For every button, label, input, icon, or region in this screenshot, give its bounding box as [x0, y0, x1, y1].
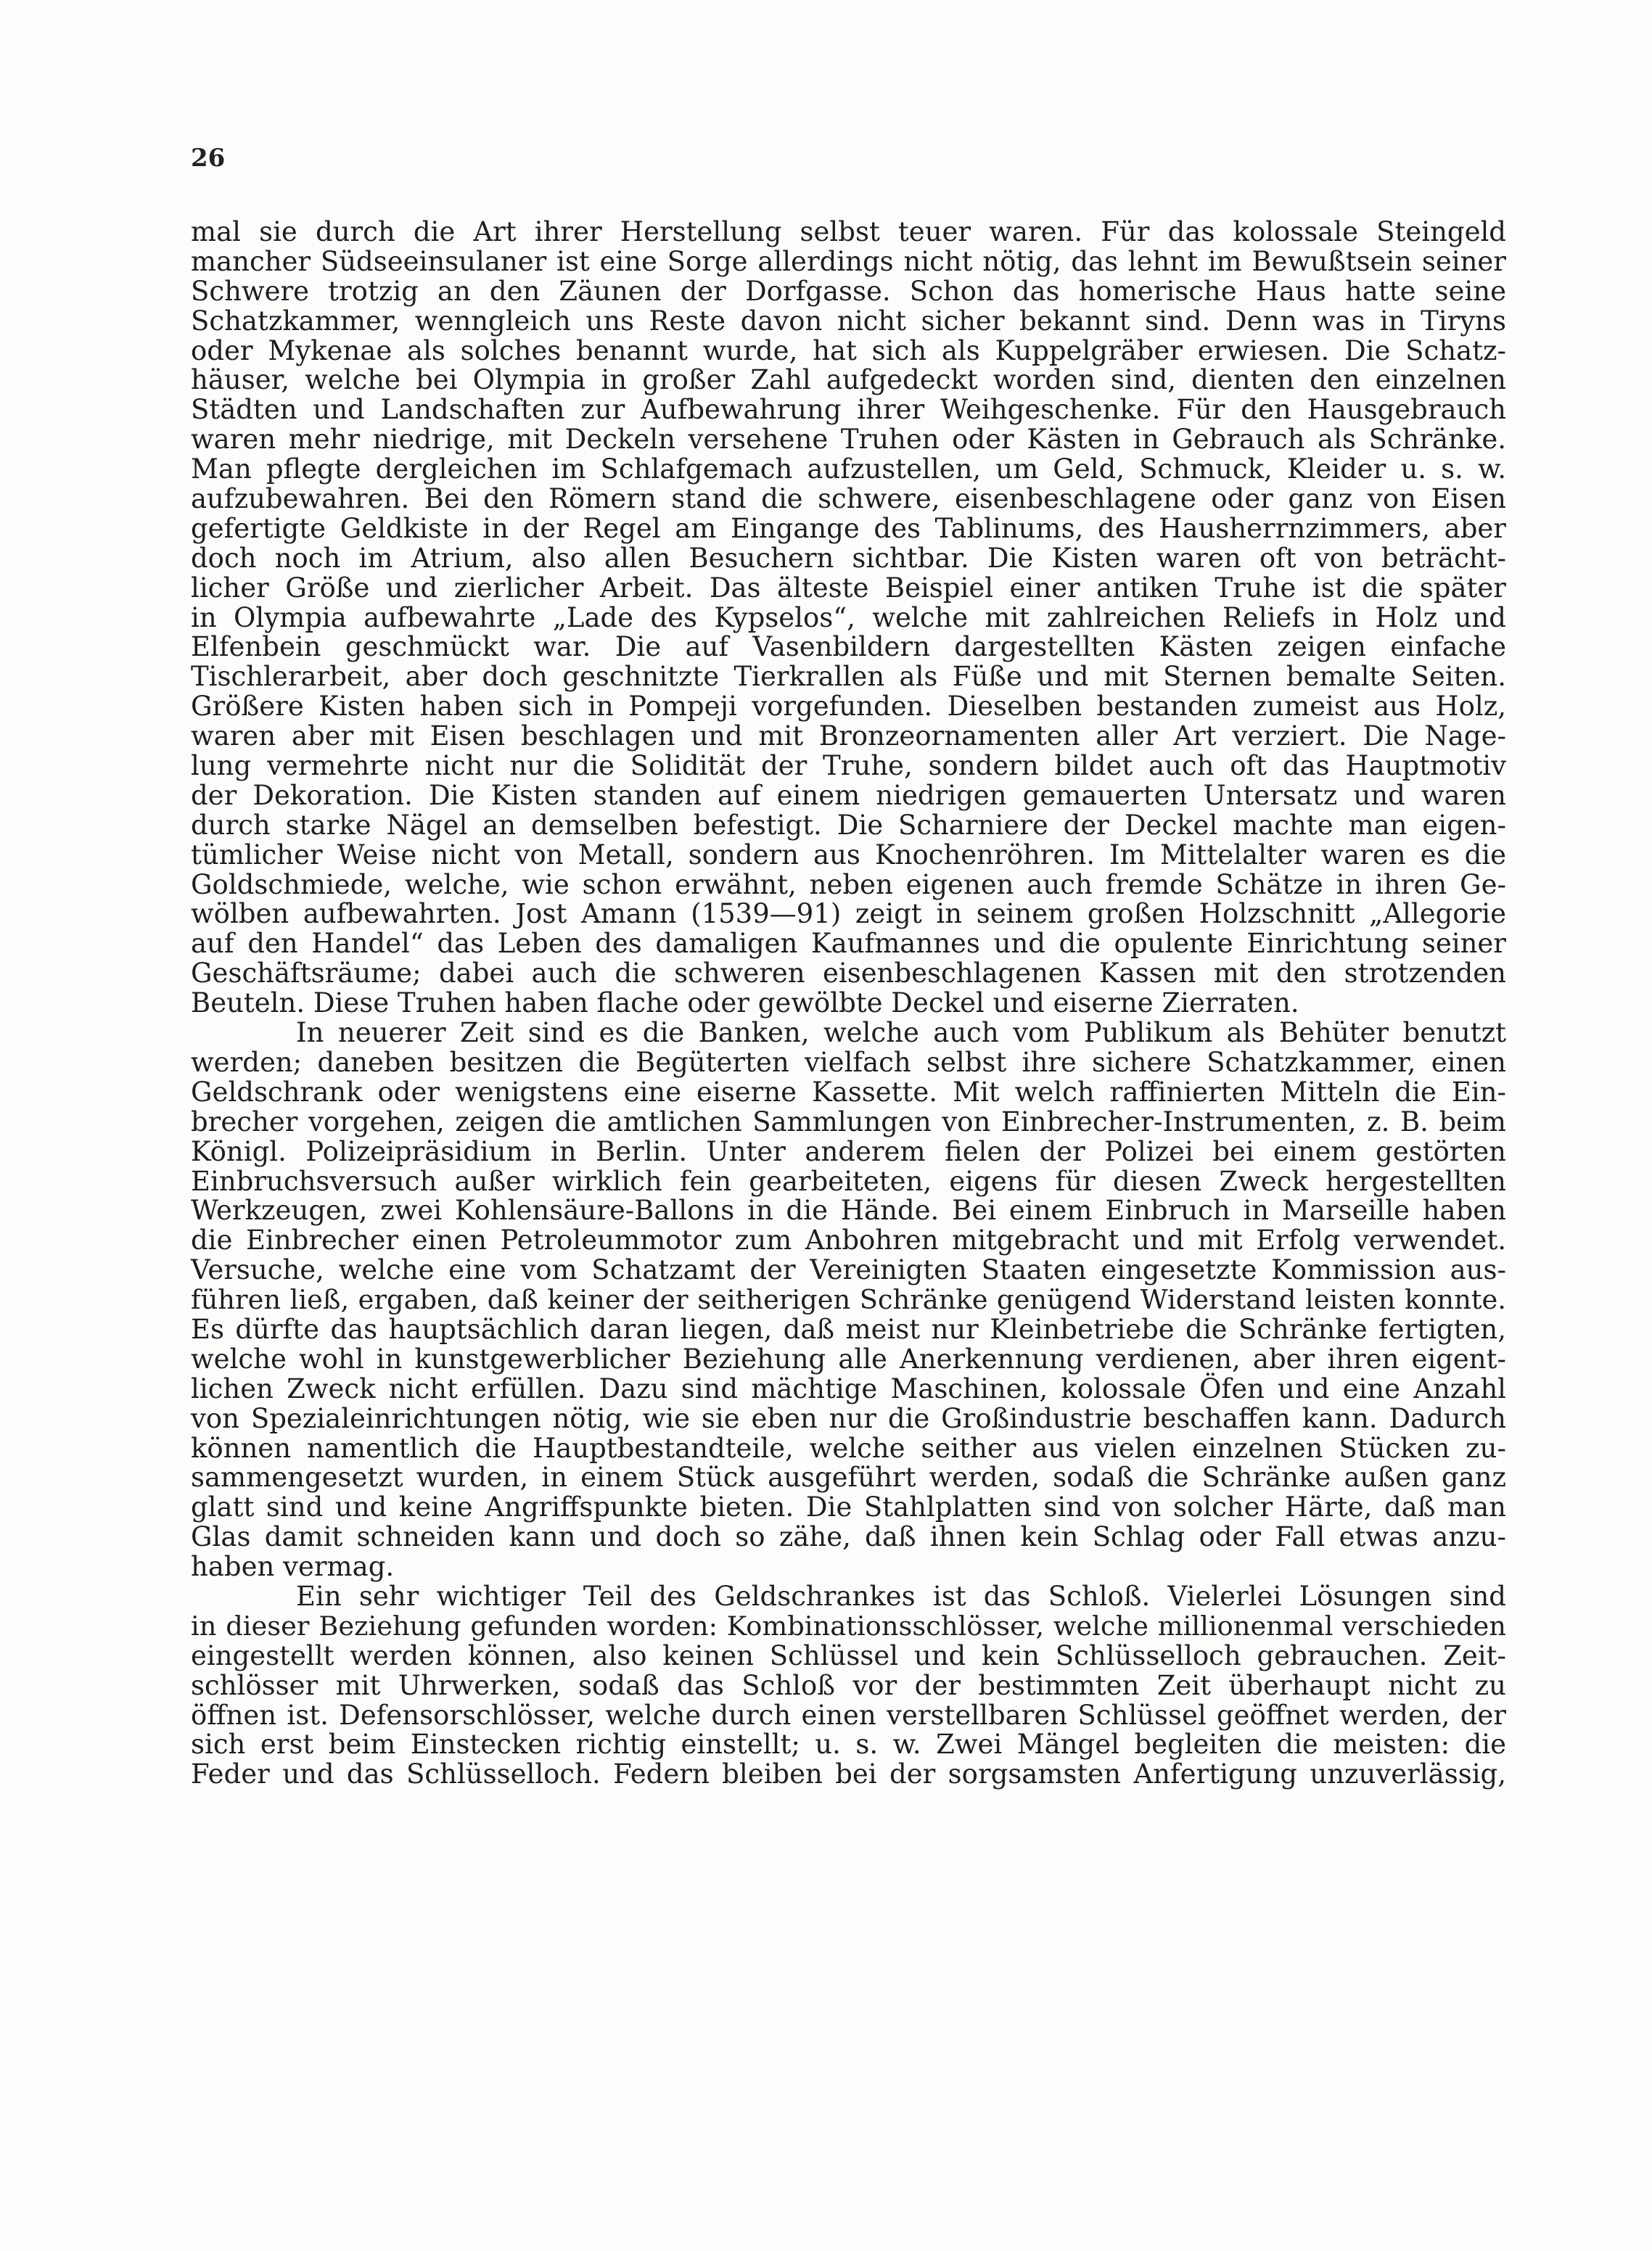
text-line: Versuche, welche eine vom Schatzamt der Vereinigten Staaten eingesetzte Kommission aus- — [191, 1254, 1506, 1286]
text-line: gefertigte Geldkiste in der Regel am Eingange des Tablinums, des Hausherrnzimmers, aber — [191, 512, 1506, 544]
text-line: Städten und Landschaften zur Aufbewahrung ihrer Weihgeschenke. Für den Hausgebrauch — [191, 394, 1506, 426]
text-line: Feder und das Schlüsselloch. Federn bleiben bei der sorgsamsten Anfertigung unzuverlässig, — [191, 1758, 1506, 1790]
text-line: durch starke Nägel an demselben befestigt. Die Scharniere der Deckel machte man eigen- — [191, 809, 1506, 841]
text-line: eingestellt werden können, also keinen Schlüssel und kein Schlüsselloch gebrauchen. Zeit- — [191, 1639, 1506, 1671]
text-line: Geldschrank oder wenigstens eine eiserne Kassette. Mit welch raffinierten Mitteln die Ein- — [191, 1076, 1506, 1108]
text-line: licher Größe und zierlicher Arbeit. Das älteste Beispiel einer antiken Truhe ist die später — [191, 572, 1506, 604]
text-line: brecher vorgehen, zeigen die amtlichen Sammlungen von Einbrecher-Instrumenten, z. B. beim — [191, 1106, 1506, 1137]
text-line: welche wohl in kunstgewerblicher Beziehung alle Anerkennung verdienen, aber ihren eigent- — [191, 1343, 1506, 1375]
text-line: Man pflegte dergleichen im Schlafgemach aufzustellen, um Geld, Schmuck, Kleider u. s. w. — [191, 453, 1506, 485]
text-line: schlösser mit Uhrwerken, sodaß das Schloß vor der bestimmten Zeit überhaupt nicht zu — [191, 1669, 1506, 1701]
text-line: Glas damit schneiden kann und doch so zähe, daß ihnen kein Schlag oder Fall etwas anzu- — [191, 1521, 1506, 1553]
text-line: von Spezialeinrichtungen nötig, wie sie eben nur die Großindustrie beschaffen kann. Dadurch — [191, 1402, 1506, 1434]
text-line: lichen Zweck nicht erfüllen. Dazu sind mächtige Maschinen, kolossale Öfen und eine Anzahl — [191, 1373, 1506, 1404]
text-line: auf den Handel“ das Leben des damaligen Kaufmannes und die opulente Einrichtung seiner — [191, 928, 1506, 960]
text-line: Einbruchsversuch außer wirklich fein gearbeiteten, eigens für diesen Zweck hergestellten — [191, 1165, 1506, 1197]
text-line: sammengesetzt wurden, in einem Stück ausgeführt werden, sodaß die Schränke außen ganz — [191, 1462, 1506, 1494]
text-line: Königl. Polizeipräsidium in Berlin. Unter anderem fielen der Polizei bei einem gestörten — [191, 1135, 1506, 1167]
text-line: in Olympia aufbewahrte „Lade des Kypselos“, welche mit zahlreichen Reliefs in Holz und — [191, 601, 1506, 633]
text-line: Tischlerarbeit, aber doch geschnitzte Tierkrallen als Füße und mit Sternen bemalte Seiten. — [191, 661, 1506, 693]
text-line: aufzubewahren. Bei den Römern stand die schwere, eisenbeschlagene oder ganz von Eisen — [191, 483, 1506, 515]
text-line: Größere Kisten haben sich in Pompeji vorgefunden. Dieselben bestanden zumeist aus Holz, — [191, 691, 1506, 723]
text-line: haben vermag. — [191, 1551, 395, 1583]
text-line: Geschäftsräume; dabei auch die schweren eisenbeschlagenen Kassen mit den strotzenden — [191, 958, 1506, 989]
text-line: waren mehr niedrige, mit Deckeln versehene Truhen oder Kästen in Gebrauch als Schränke. — [191, 424, 1506, 456]
body-text — [191, 218, 1506, 1790]
text-line: In neuerer Zeit sind es die Banken, welche auch vom Publikum als Behüter benutzt — [296, 1017, 1506, 1049]
page-number: 26 — [191, 144, 226, 173]
text-line: Es dürfte das hauptsächlich daran liegen, daß meist nur Kleinbetriebe die Schränke fertigten, — [191, 1313, 1506, 1345]
text-line: häuser, welche bei Olympia in großer Zahl aufgedeckt worden sind, dienten den einzelnen — [191, 364, 1506, 396]
text-line: mancher Südseeinsulaner ist eine Sorge allerdings nicht nötig, das lehnt im Bewußtsein seiner — [191, 245, 1506, 277]
text-line: führen ließ, ergaben, daß keiner der seitherigen Schränke genügend Widerstand leisten konnte. — [191, 1284, 1506, 1316]
text-line: Elfenbein geschmückt war. Die auf Vasenbildern dargestellten Kästen zeigen einfache — [191, 631, 1506, 663]
text-line: oder Mykenae als solches benannt wurde, hat sich als Kuppelgräber erwiesen. Die Schatz- — [191, 334, 1506, 366]
text-line: die Einbrecher einen Petroleummotor zum Anbohren mitgebracht und mit Erfolg verwendet. — [191, 1225, 1506, 1256]
text-line: Schatzkammer, wenngleich uns Reste davon nicht sicher bekannt sind. Denn was in Tiryns — [191, 305, 1506, 337]
text-line: Ein sehr wichtiger Teil des Geldschrankes ist das Schloß. Vielerlei Lösungen sind — [296, 1580, 1506, 1612]
text-line: Beuteln. Diese Truhen haben flache oder gewölbte Deckel und eiserne Zierraten. — [191, 987, 1299, 1019]
text-line: mal sie durch die Art ihrer Herstellung selbst teuer waren. Für das kolossale Steingeld — [191, 216, 1506, 247]
text-line: Werkzeugen, zwei Kohlensäure-Ballons in die Hände. Bei einem Einbruch in Marseille haben — [191, 1195, 1506, 1227]
text-line: sich erst beim Einstecken richtig einstellt; u. s. w. Zwei Mängel begleiten die meisten: die — [191, 1729, 1506, 1761]
text-line: werden; daneben besitzen die Begüterten vielfach selbst ihre sichere Schatzkammer, einen — [191, 1046, 1506, 1078]
text-line: glatt sind und keine Angriffspunkte bieten. Die Stahlplatten sind von solcher Härte, daß man — [191, 1491, 1506, 1523]
text-line: Goldschmiede, welche, wie schon erwähnt, neben eigenen auch fremde Schätze in ihren Ge- — [191, 868, 1506, 900]
text-line: können namentlich die Hauptbestandteile, welche seither aus vielen einzelnen Stücken zu- — [191, 1432, 1506, 1464]
text-line: waren aber mit Eisen beschlagen und mit Bronzeornamenten aller Art verziert. Die Nage- — [191, 720, 1506, 752]
text-line: wölben aufbewahrten. Jost Amann (1539—91) zeigt in seinem großen Holzschnitt „Allegorie — [191, 898, 1506, 930]
text-line: der Dekoration. Die Kisten standen auf einem niedrigen gemauerten Untersatz und waren — [191, 779, 1506, 811]
text-line: in dieser Beziehung gefunden worden: Kombinationsschlösser, welche millionenmal verschieden — [191, 1610, 1506, 1642]
text-line: doch noch im Atrium, also allen Besuchern sichtbar. Die Kisten waren oft von beträcht- — [191, 542, 1506, 574]
text-line: Schwere trotzig an den Zäunen der Dorfgasse. Schon das homerische Haus hatte seine — [191, 275, 1506, 307]
text-line: öffnen ist. Defensorschlösser, welche durch einen verstellbaren Schlüssel geöffnet werden, der — [191, 1699, 1506, 1731]
text-line: lung vermehrte nicht nur die Solidität der Truhe, sondern bildet auch oft das Hauptmotiv — [191, 750, 1506, 782]
text-line: tümlicher Weise nicht von Metall, sondern aus Knochenröhren. Im Mittelalter waren es die — [191, 839, 1506, 871]
